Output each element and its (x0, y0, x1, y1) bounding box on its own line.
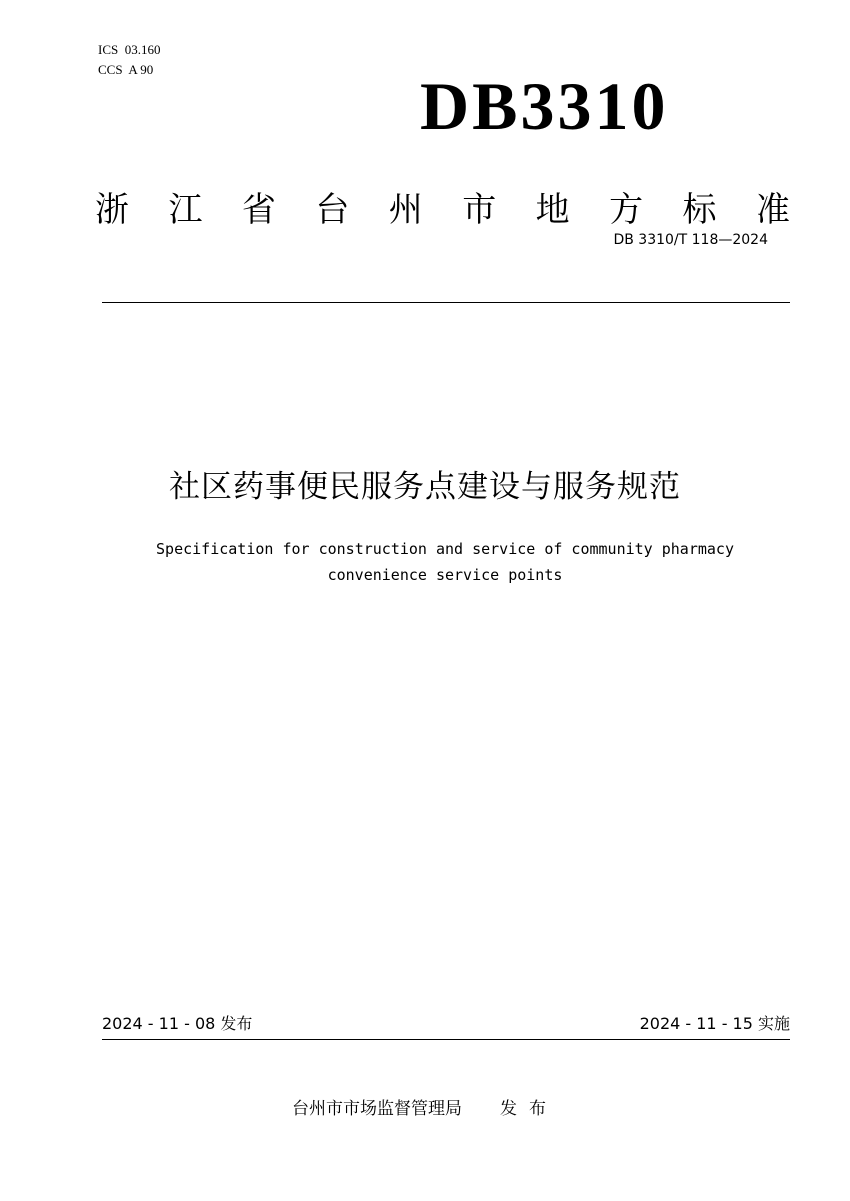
standard-type-heading (95, 188, 790, 232)
classification-codes (98, 40, 160, 80)
standard-type-char: 地 (535, 190, 570, 230)
implementation-date: 2024 - 11 - 15 实施 (639, 1014, 790, 1033)
standard-type-char: 标 (682, 190, 717, 230)
title-english-line2: convenience service points (327, 566, 563, 584)
standard-type-char: 方 (609, 190, 644, 230)
standard-type-char: 浙 (95, 190, 129, 230)
standard-type-char: 江 (168, 190, 203, 230)
title-english-line1: Specification for construction and service of community pharmacy (156, 540, 734, 558)
standard-mark: DB3310 (420, 68, 669, 144)
publisher-action: 发布 (500, 1099, 558, 1119)
standard-type-char: 省 (241, 190, 276, 230)
standard-type-char: 州 (388, 190, 423, 230)
standard-type-char: 台 (315, 190, 350, 230)
title-english (80, 536, 810, 588)
standard-number: DB 3310/T 118—2024 (613, 232, 768, 248)
title-chinese: 社区药事便民服务点建设与服务规范 (169, 469, 681, 505)
standard-type-char: 市 (462, 190, 497, 230)
ics-code: ICS 03.160 (98, 42, 161, 57)
bottom-divider (102, 1039, 790, 1040)
publisher-org: 台州市市场监督管理局 (292, 1099, 462, 1119)
publisher-line (0, 1096, 850, 1122)
standard-type-char: 准 (755, 190, 790, 230)
top-divider (102, 302, 790, 303)
ccs-code: CCS A 90 (98, 62, 154, 77)
issue-date: 2024 - 11 - 08 发布 (102, 1014, 253, 1033)
